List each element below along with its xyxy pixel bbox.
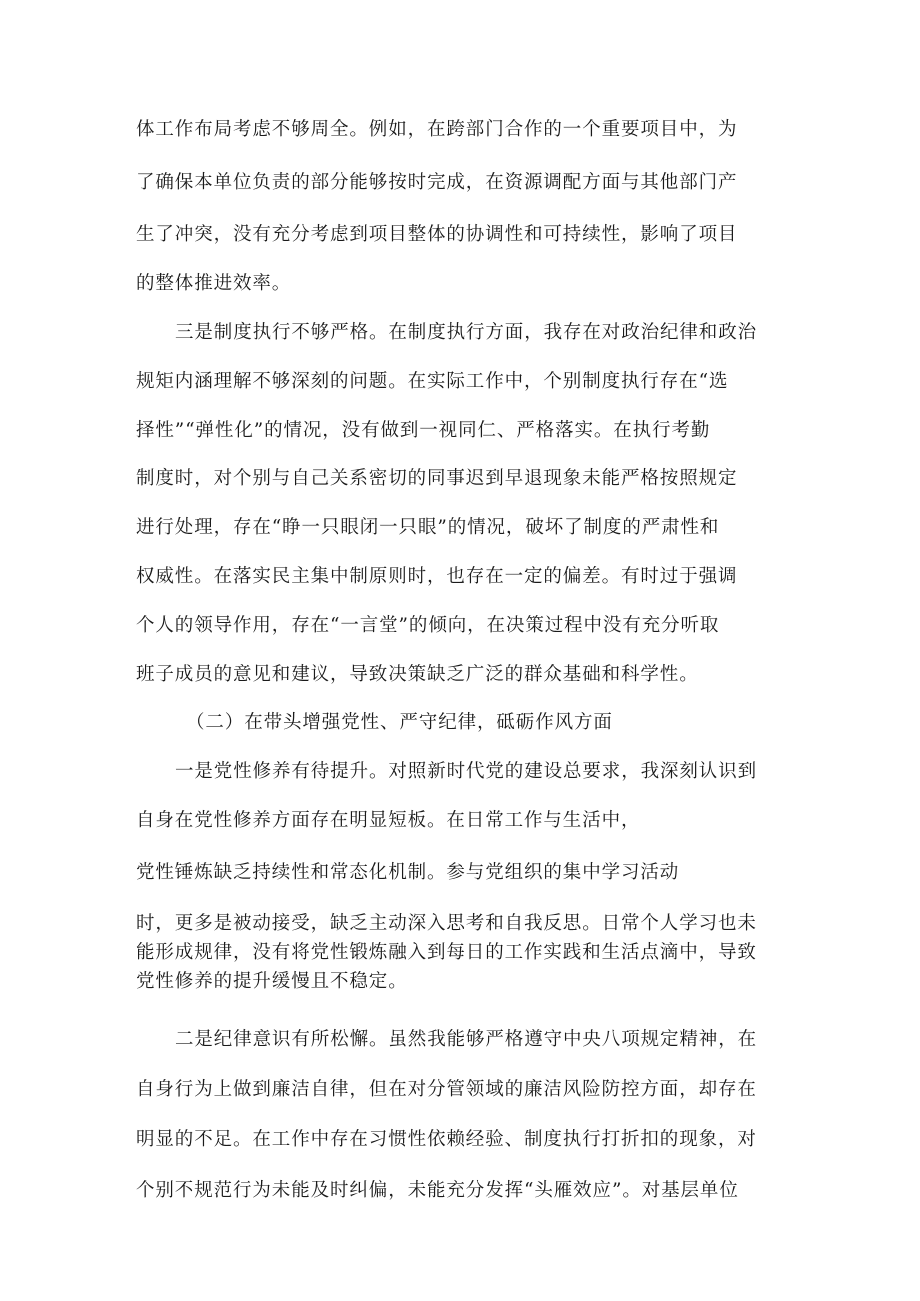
paragraph-line: 规矩内涵理解不够深刻的问题。在实际工作中，个别制度执行存在“选 bbox=[136, 371, 729, 392]
paragraph-line: 二是纪律意识有所松懈。虽然我能够严格遵守中央八项规定精神，在 bbox=[175, 1029, 758, 1050]
paragraph-line: 明显的不足。在工作中存在习惯性依赖经验、制度执行打折扣的现象，对 bbox=[136, 1129, 757, 1150]
paragraph-line: 班子成员的意见和建议，导致决策缺乏广泛的群众基础和科学性。 bbox=[136, 664, 699, 685]
paragraph-line: 能形成规律，没有将党性锻炼融入到每日的工作实践和生活点滴中，导致 bbox=[136, 942, 757, 963]
paragraph-line: 个别不规范行为未能及时纠偏，未能充分发挥“头雁效应”。对基层单位 bbox=[136, 1180, 739, 1201]
paragraph-line: 进行处理，存在“睁一只眼闭一只眼”的情况，破坏了制度的严肃性和 bbox=[136, 517, 720, 538]
paragraph-line: 了确保本单位负责的部分能够按时完成，在资源调配方面与其他部门产 bbox=[136, 172, 738, 193]
paragraph-line: 的整体推进效率。 bbox=[136, 273, 292, 294]
section-heading: （二）在带头增强党性、严守纪律，砥砺作风方面 bbox=[186, 712, 613, 733]
paragraph-line: 党性锤炼缺乏持续性和常态化机制。参与党组织的集中学习活动 bbox=[136, 862, 680, 883]
paragraph-line: 权威性。在落实民主集中制原则时，也存在一定的偏差。有时过于强调 bbox=[136, 566, 738, 587]
paragraph-line: 择性”“弹性化”的情况，没有做到一视同仁、严格落实。在执行考勤 bbox=[136, 420, 711, 441]
paragraph-line: 党性修养的提升缓慢且不稳定。 bbox=[136, 971, 408, 992]
paragraph-line: 体工作布局考虑不够周全。例如，在跨部门合作的一个重要项目中，为 bbox=[136, 119, 738, 140]
paragraph-line: 自身行为上做到廉洁自律，但在对分管领域的廉洁风险防控方面，却存在 bbox=[136, 1079, 757, 1100]
paragraph-line: 三是制度执行不够严格。在制度执行方面，我存在对政治纪律和政治 bbox=[175, 322, 758, 343]
paragraph-line: 自身在党性修养方面存在明显短板。在日常工作与生活中， bbox=[136, 810, 641, 831]
paragraph-line: 制度时，对个别与自己关系密切的同事迟到早退现象未能严格按照规定 bbox=[136, 468, 738, 489]
paragraph-line: 生了冲突，没有充分考虑到项目整体的协调性和可持续性，影响了项目 bbox=[136, 224, 738, 245]
paragraph-line: 个人的领导作用，存在“一言堂”的倾向，在决策过程中没有充分听取 bbox=[136, 615, 720, 636]
paragraph-line: 时，更多是被动接受，缺乏主动深入思考和自我反思。日常个人学习也未 bbox=[136, 913, 757, 934]
paragraph-line: 一是党性修养有待提升。对照新时代党的建设总要求，我深刻认识到 bbox=[175, 761, 758, 782]
